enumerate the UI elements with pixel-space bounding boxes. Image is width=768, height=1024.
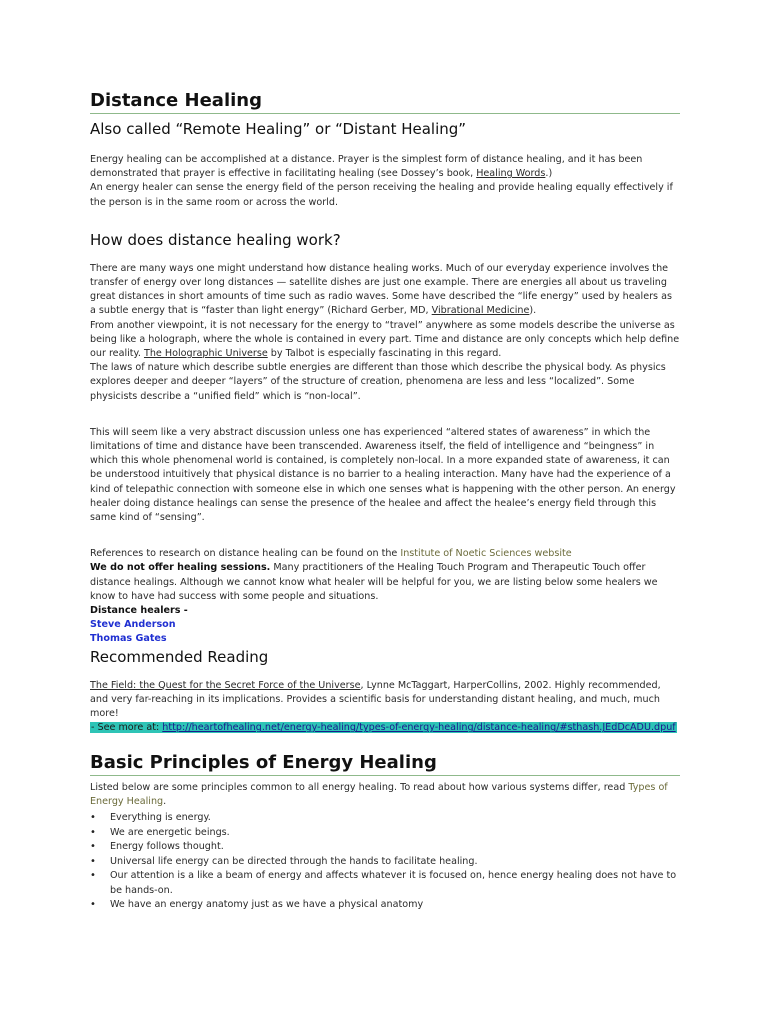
list-item: • Universal life energy can be directed through the hands to facilitate healing. xyxy=(110,855,680,870)
how-paragraph: There are many ways one might understand how distance healing works. Much of our everyday experience involves the transfer of energy over long distances — satellite dishes are just one example. There are energies all about us traveling great distances in short amounts of time such as radio waves. Some have described the “life energy” used by healers as a subtle energy that is “faster than light energy” (Richard Gerber, MD, Vibrational Medicine). From another viewpoint, it is not necessary for the energy to “travel” anywhere as some models describe the universe as being like a holograph, where the whole is contained in every part. Time and distance are only concepts which help define our reality. The Holographic Universe by Talbot is especially fascinating in this regard. The laws of nature which describe subtle energies are different than those which describe the physical body. As physics explores deeper and deeper “layers” of the structure of creation, phenomena are less and less “localized”. Some physicists describe a “unified field” which is “non-local”. xyxy=(90,262,680,402)
healer-steve-anderson[interactable]: Steve Anderson xyxy=(90,619,176,631)
list-item: • We have an energy anatomy just as we have a physical anatomy xyxy=(110,898,680,913)
healer-thomas-gates[interactable]: Thomas Gates xyxy=(90,633,167,645)
principles-rule xyxy=(90,775,680,776)
title-rule xyxy=(90,113,680,114)
list-item: • Our attention is a like a beam of energy and affects whatever it is focused on, hence energy healing does not have to be hands-on. xyxy=(110,869,680,898)
list-item: • Everything is energy. xyxy=(110,811,680,826)
link-healing-words[interactable]: Healing Words xyxy=(476,168,546,180)
section-heading-principles: Basic Principles of Energy Healing xyxy=(90,751,437,773)
link-the-field[interactable]: The Field: the Quest for the Secret Force of the Universe xyxy=(90,679,361,691)
principles-intro: Listed below are some principles common to all energy healing. To read about how various systems differ, read Types of Energy Healing. xyxy=(90,781,668,807)
page-title: Distance Healing xyxy=(90,90,262,111)
page-subtitle: Also called “Remote Healing” or “Distant Healing” xyxy=(90,120,467,138)
reading-paragraph: The Field: the Quest for the Secret Force of the Universe, Lynne McTaggart, HarperCollins, 2002. Highly recommended, and very far-reaching in its implications. Provides a scientific basis for understanding distant healing, and much, much more! - See more at: http://heartofhealing.net/energy-healing/types-of-energy-healing/distance-healing/#sthash.JEdDcADU.dpuf xyxy=(90,679,676,734)
link-see-more-url[interactable]: http://heartofhealing.net/energy-healing/types-of-energy-healing/distance-healing/#sthash.JEdDcADU.dpuf xyxy=(162,722,676,734)
abstract-paragraph: This will seem like a very abstract discussion unless one has experienced “altered states of awareness” in which the limitations of time and distance have been transcended. Awareness itself, the field of intelligence and “beingness” in which this whole phenomenal world is contained, is completely non-local. In a more expanded state of awareness, it can be understood intuitively that physical distance is no barrier to a healing interaction. Many have had the experience of a kind of telepathic connection with someone else in which one senses what is happening with the other person. An energy healer doing distance healings can sense the presence of the healee and affect the healee’s energy field through this same kind of “sensing”. xyxy=(90,426,676,524)
article xyxy=(90,90,680,913)
list-item: • We are energetic beings. xyxy=(110,826,680,841)
link-noetic-sciences[interactable]: Institute of Noetic Sciences website xyxy=(400,548,572,560)
references-paragraph: References to research on distance healing can be found on the Institute of Noetic Sciences website We do not offer healing sessions. Many practitioners of the Healing Touch Program and Therapeutic Touch offer distance healings. Although we cannot know what healer will be helpful for you, we are listing below some healers we know to have had success with some people and situations. Distance healers - Steve Anderson Thomas Gates xyxy=(90,548,658,645)
section-heading-how: How does distance healing work? xyxy=(90,230,341,249)
link-holographic-universe[interactable]: The Holographic Universe xyxy=(143,348,268,360)
link-types-of-energy-healing[interactable]: Types of Energy Healing xyxy=(90,781,668,807)
list-item: • Energy follows thought. xyxy=(110,840,680,855)
see-more-highlight: - See more at: http://heartofhealing.net/energy-healing/types-of-energy-healing/distance-healing/#sthash.JEdDcADU.dpuf xyxy=(91,722,676,734)
section-heading-reading: Recommended Reading xyxy=(90,647,269,666)
link-vibrational-medicine[interactable]: Vibrational Medicine xyxy=(431,305,530,317)
principles-list xyxy=(90,811,680,913)
intro-paragraph: Energy healing can be accomplished at a distance. Prayer is the simplest form of distance healing, and it has been demonstrated that prayer is effective in facilitating healing (see Dossey’s book, Healing Words.) An energy healer can sense the energy field of the person receiving the healing and provide healing equally effectively if the person is in the same room or across the world. xyxy=(90,154,673,208)
healers-label: Distance healers - xyxy=(90,605,188,617)
